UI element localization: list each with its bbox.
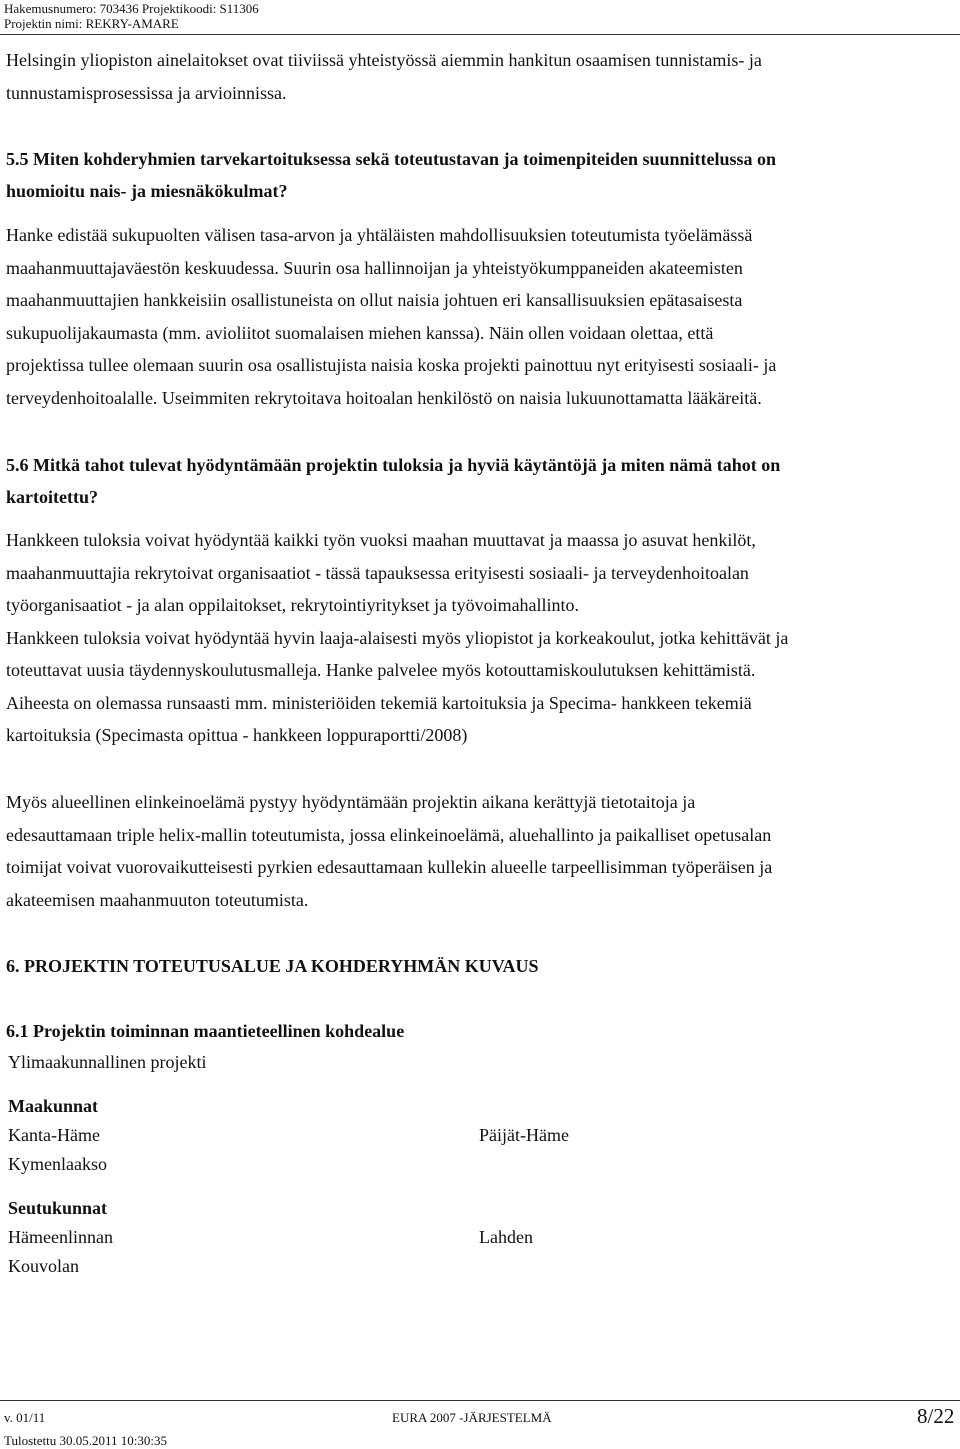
section-6-1-value: Ylimaakunnallinen projekti xyxy=(8,1052,207,1072)
seutukunta-kouvola: Kouvolan xyxy=(8,1256,79,1276)
seutukunta-lahti: Lahden xyxy=(479,1227,533,1247)
footer-page-number: 8/22 xyxy=(917,1404,955,1428)
question-5-6-line-1: 5.6 Mitkä tahot tulevat hyödyntämään projektin tuloksia ja hyviä käytäntöjä ja miten nämä tahot on xyxy=(6,455,781,475)
answer-5-5-line-1: Hanke edistää sukupuolten välisen tasa-arvon ja yhtäläisten mahdollisuuksien toteutumista työelämässä xyxy=(6,225,753,245)
header-divider xyxy=(0,34,960,35)
answer-5-6-line-2: maahanmuuttajia rekrytoivat organisaatiot - tässä tapauksessa erityisesti sosiaali- ja terveydenhoitoalan xyxy=(6,563,749,583)
footer-version: v. 01/11 xyxy=(4,1410,46,1425)
answer-5-6-line-1: Hankkeen tuloksia voivat hyödyntää kaikki työn vuoksi maahan muuttavat ja maassa jo asuvat henkilöt, xyxy=(6,530,756,550)
answer-5-6-line-5: toteuttavat uusia täydennyskoulutusmalleja. Hanke palvelee myös kotouttamiskoulutuksen kehittämistä. xyxy=(6,660,756,680)
answer-5-5-line-4: sukupuolijakaumasta (mm. avioliitot suomalaisen miehen kanssa). Näin ollen voidaan olettaa, että xyxy=(6,323,714,343)
answer-5-5-line-2: maahanmuuttajaväestön keskuudessa. Suurin osa hallinnoijan ja yhteistyökumppaneiden akateemisten xyxy=(6,258,743,278)
answer-5-6-line-3: työorganisaatiot - ja alan oppilaitokset, rekrytointiyritykset ja työvoimahallinto. xyxy=(6,595,580,615)
section-6-1-heading: 6.1 Projektin toiminnan maantieteellinen kohdealue xyxy=(6,1021,405,1041)
maakunta-kanta-hame: Kanta-Häme xyxy=(8,1125,100,1145)
maakunnat-label: Maakunnat xyxy=(8,1096,99,1116)
question-5-5-line-2: huomioitu nais- ja miesnäkökulmat? xyxy=(6,181,288,201)
maakunta-kymenlaakso: Kymenlaakso xyxy=(8,1154,107,1174)
intro-line-1: Helsingin yliopiston ainelaitokset ovat tiiviissä yhteistyössä aiemmin hankitun osaamisen tunnistamis- ja xyxy=(6,50,762,70)
intro-line-2: tunnustamisprosessissa ja arvioinnissa. xyxy=(6,83,287,103)
answer-5-5-line-3: maahanmuuttajien hankkeisiin osallistuneista on ollut naisia johtuen eri kansallisuuksien epätasaisesta xyxy=(6,290,743,310)
answer-5-5-line-5: projektissa tullee olemaan suurin osa osallistujista naisia koska projekti painottuu nyt erityisesti sosiaali- ja xyxy=(6,355,777,375)
footer-system: EURA 2007 -JÄRJESTELMÄ xyxy=(392,1410,552,1425)
question-5-6-line-2: kartoitettu? xyxy=(6,487,98,507)
maakunta-paijat-hame: Päijät-Häme xyxy=(479,1125,569,1145)
footer-printed-timestamp: Tulostettu 30.05.2011 10:30:35 xyxy=(4,1433,168,1448)
question-5-5-line-1: 5.5 Miten kohderyhmien tarvekartoituksessa sekä toteutustavan ja toimenpiteiden suunnittelussa on xyxy=(6,149,777,169)
answer-5-6-line-4: Hankkeen tuloksia voivat hyödyntää hyvin laaja-alaisesti myös yliopistot ja korkeakoulut, jotka kehittävät ja xyxy=(6,628,789,648)
seutukunta-hameenlinna: Hämeenlinnan xyxy=(8,1227,113,1247)
footer-divider xyxy=(0,1400,960,1401)
header-application-number: Hakemusnumero: 703436 Projektikoodi: S11306 xyxy=(4,1,259,16)
answer-5-5-line-6: terveydenhoitoalalle. Useimmiten rekrytoitava hoitoalan henkilöstö on naisia lukuunottamatta lääkäreitä. xyxy=(6,388,762,408)
header-project-name: Projektin nimi: REKRY-AMARE xyxy=(4,16,179,31)
answer-5-6b-line-3: toimijat voivat vuorovaikutteisesti pyrkien edesauttamaan kullekin alueelle tarpeellisimman työperäisen ja xyxy=(6,857,773,877)
answer-5-6b-line-4: akateemisen maahanmuuton toteutumista. xyxy=(6,890,309,910)
answer-5-6b-line-2: edesauttamaan triple helix-mallin toteutumista, jossa elinkeinoelämä, aluehallinto ja paikalliset opetusalan xyxy=(6,825,772,845)
answer-5-6-line-6: Aiheesta on olemassa runsaasti mm. ministeriöiden tekemiä kartoituksia ja Specima- hankkeen tekemiä xyxy=(6,693,752,713)
answer-5-6-line-7: kartoituksia (Specimasta opittua - hankkeen loppuraportti/2008) xyxy=(6,725,468,745)
section-6-heading: 6. PROJEKTIN TOTEUTUSALUE JA KOHDERYHMÄN KUVAUS xyxy=(6,956,539,976)
seutukunnat-label: Seutukunnat xyxy=(8,1198,108,1218)
answer-5-6b-line-1: Myös alueellinen elinkeinoelämä pystyy hyödyntämään projektin aikana kerättyjä tietotaitoja ja xyxy=(6,792,696,812)
